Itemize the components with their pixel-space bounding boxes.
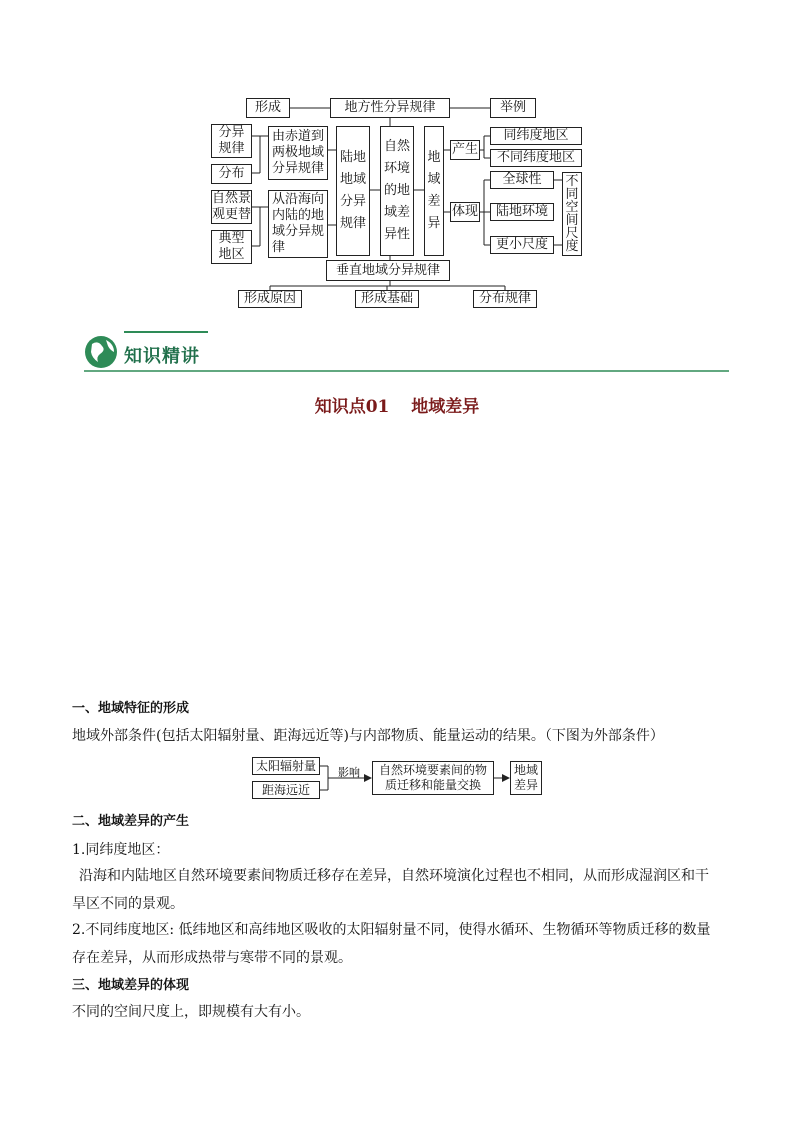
box-embody: 体现 xyxy=(450,202,480,222)
section1-para: 地域外部条件(包括太阳辐射量、距海远近等)与内部物质、能量运动的结果。（下图为外部条件） xyxy=(72,728,664,744)
flow-exchange: 自然环境要素间的物 质迁移和能量交换 xyxy=(372,761,494,795)
box-example: 举例 xyxy=(490,98,536,118)
box-diff-space-scale: 不 同 空 间 尺 度 xyxy=(562,172,582,256)
section2-para2: 2.不同纬度地区: 低纬地区和高纬地区吸收的太阳辐射量不同，使得水循环、生物循环等物质迁移的数量存在差异，从而形成热带与寒带不同的景观。 xyxy=(72,922,711,966)
box-natural-env-diff: 自然 环境 的地 域差 异性 xyxy=(380,126,414,256)
flow-solar: 太阳辐射量 xyxy=(252,757,320,775)
section3-para: 不同的空间尺度上，即规模有大有小。 xyxy=(72,1004,310,1020)
globe-icon xyxy=(85,336,117,368)
knowledge-point-title xyxy=(0,392,794,417)
box-diff-law: 分异 规律 xyxy=(211,124,252,158)
box-global: 全球性 xyxy=(490,171,554,189)
box-produce: 产生 xyxy=(450,140,480,160)
box-land-env: 陆地环境 xyxy=(490,203,554,221)
section3-heading: 三、地域差异的体现 xyxy=(72,978,190,993)
flow-influence: 影响 xyxy=(338,766,360,779)
box-equator-to-poles: 由赤道到 两极地域 分异规律 xyxy=(268,126,328,180)
box-same-latitude: 同纬度地区 xyxy=(490,127,582,145)
banner-title: 知识精讲 xyxy=(124,346,200,367)
box-landscape-change: 自然景 观更替 xyxy=(212,191,252,222)
flow-result: 地域 差异 xyxy=(510,761,542,795)
box-zonal-law: 地方性分异规律 xyxy=(330,98,450,118)
box-formation-cause: 形成原因 xyxy=(238,290,302,308)
box-smaller-scale: 更小尺度 xyxy=(490,236,554,254)
box-land-law: 陆地 地域 分异 规律 xyxy=(336,126,370,256)
box-distribution: 分布 xyxy=(211,164,252,184)
box-regional-diff: 地 域 差 异 xyxy=(424,126,444,256)
section2-para1: 沿海和内陆地区自然环境要素间物质迁移存在差异，自然环境演化过程也不相同，从而形成湿润区和干旱区不同的景观。 xyxy=(72,868,709,912)
box-distribution-law: 分布规律 xyxy=(473,290,537,308)
section2-sub1: 1.同纬度地区： xyxy=(72,842,170,858)
section1-heading: 一、地域特征的形成 xyxy=(72,701,190,716)
box-coast-inland: 从沿海向 内陆的地 域分异规 律 xyxy=(268,190,328,258)
box-diff-latitude: 不同纬度地区 xyxy=(490,149,582,167)
box-typical-area: 典型 地区 xyxy=(211,230,252,264)
flow-sea-distance: 距海远近 xyxy=(252,781,320,799)
box-formation-basis: 形成基础 xyxy=(355,290,419,308)
box-vertical-law: 垂直地域分异规律 xyxy=(326,260,450,281)
section2-heading: 二、地域差异的产生 xyxy=(72,814,190,829)
knowledge-point-label: 知识点01 xyxy=(314,397,390,417)
box-formation: 形成 xyxy=(246,98,290,118)
knowledge-point-topic: 地域差异 xyxy=(411,397,480,417)
